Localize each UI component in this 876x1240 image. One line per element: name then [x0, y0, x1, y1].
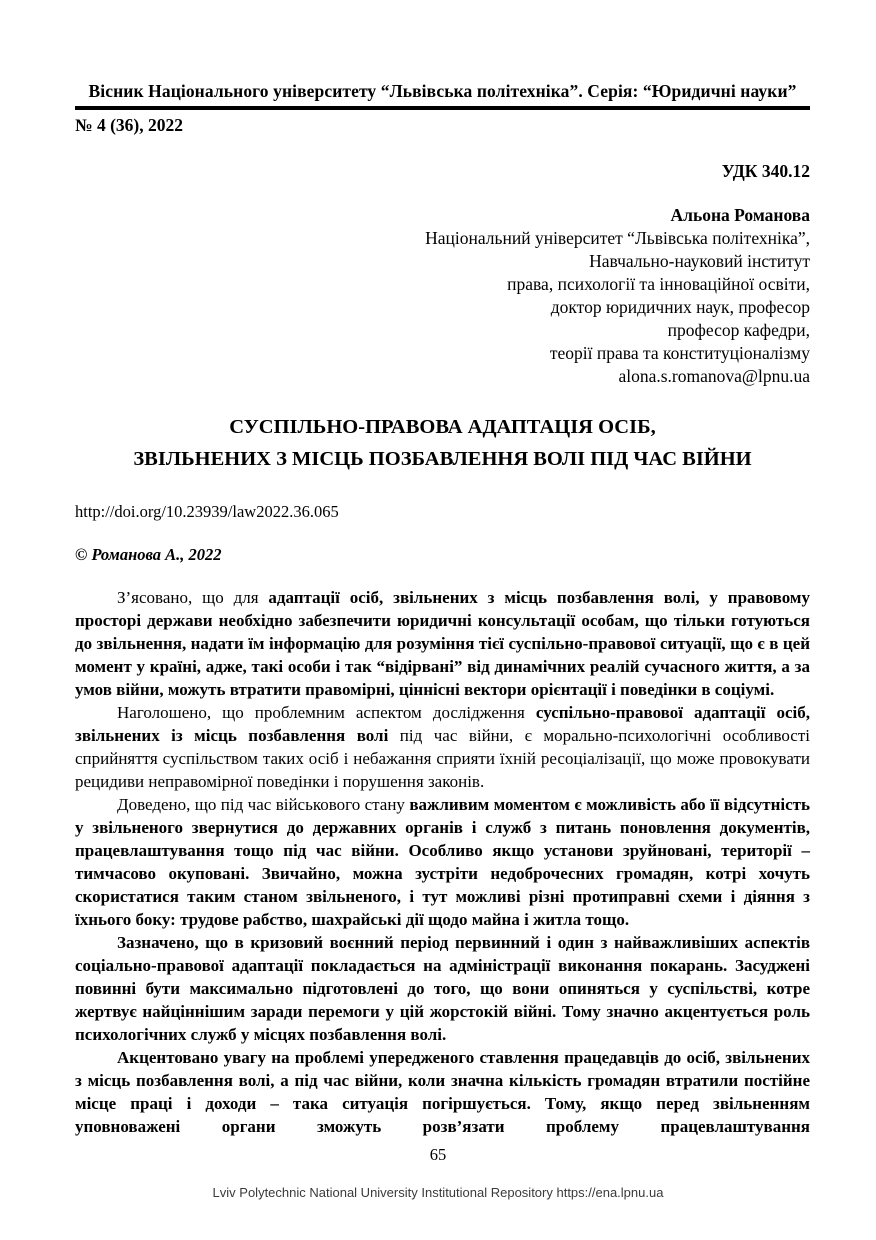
abstract-paragraph [75, 701, 810, 793]
abstract-p5-text: Акцентовано увагу на проблемі упередженого ставлення працедавців до осіб, звільнених з місць позбавлення волі, а під час війни, коли значна кількість громадян втратили постійне місце праці і доходи – така ситуація погіршується. Тому, якщо перед звільненням уповноважені органи зможуть розв’язати проблему працевлаштування [75, 1048, 810, 1136]
udc-code: УДК 340.12 [721, 161, 810, 181]
abstract-p2-rest: під час війни, є морально-психологічні особливості сприйняття суспільством таких осіб і небажання сприяти їхній ресоціалізації, що може провокувати рецидиви неправомірної поведінки і порушення законів. [75, 726, 810, 791]
article-title-line2: ЗВІЛЬНЕНИХ З МІСЦЬ ПОЗБАВЛЕННЯ ВОЛІ ПІД ЧАС ВІЙНИ [133, 448, 752, 470]
abstract-paragraph [75, 793, 810, 931]
header-rule [75, 106, 810, 110]
author-email[interactable]: alona.s.romanova@lpnu.ua [618, 366, 810, 386]
abstract-p3-lead: Доведено, що під час військового стану [117, 795, 410, 814]
abstract-paragraph [75, 931, 810, 1046]
article-title-line1: СУСПІЛЬНО-ПРАВОВА АДАПТАЦІЯ ОСІБ, [229, 416, 656, 438]
abstract-p1-lead: З’ясовано, що для [117, 588, 269, 607]
abstract-p4-text: Зазначено, що в кризовий воєнний період первинний і один з найважливіших аспектів соціально-правової адаптації покладається на адміністрації виконання покарань. Засуджені повинні бути максимально підготовлені до того, що вони опиняться у суспільстві, котре жертвує найціннішим заради перемоги у цій жорстокій війні. Тому значно акцентується роль психологічних служб у місцях позбавлення волі. [75, 933, 810, 1044]
page-number: 65 [429, 1145, 447, 1164]
affiliation-line: Навчально-науковий інститут [589, 251, 810, 271]
author-block [75, 204, 810, 388]
abstract-p2-keywords: суспільно-правової адаптації осіб, звільнених із місць позбавлення волі [75, 703, 811, 745]
journal-title: Вісник Національного університету “Львівська політехніка”. Серія: “Юридичні науки” [88, 81, 797, 101]
affiliation-line: права, психології та інноваційної освіти, [507, 274, 810, 294]
affiliation-line: теорії права та конституціоналізму [549, 343, 810, 363]
repository-footer: Lviv Polytechnic National University Institutional Repository https://ena.lpnu.ua [212, 1185, 664, 1200]
affiliation-line: Національний університет “Львівська політехніка”, [425, 228, 810, 248]
copyright-notice: © Романова А., 2022 [75, 545, 222, 564]
article-title [75, 411, 810, 475]
abstract-p3-keywords: важливим моментом є можливість або її відсутність у звільненого звернутися до державних органів і служб з питань поновлення документів, працевлаштування тощо під час війни. Особливо якщо установи зруйновані, території – тимчасово окуповані. Звичайно, можна зустріти недоброчесних громадян, котрі хочуть скористатися таким станом звільненого, і тут можливі різні протиправні схеми і діяння з їхнього боку: трудове рабство, шахрайські дії щодо майна і житла тощо. [75, 795, 810, 929]
doi-link[interactable]: http://doi.org/10.23939/law2022.36.065 [75, 502, 339, 521]
abstract-p2-lead: Наголошено, що проблемним аспектом дослідження [117, 703, 536, 722]
abstract-p1-keywords: адаптації осіб, звільнених з місць позбавлення волі, у правовому просторі держави необхідно забезпечити юридичні консультації особам, що тільки готуються до звільнення, надати їм інформацію для розуміння тієї суспільно-правової ситуації, що є в цей момент у країні, адже, такі особи і так “відірвані” від динамічних реалій сучасного життя, а за умов війни, можуть втратити правомірні, ціннісні вектори орієнтації і поведінки в соціумі. [75, 588, 810, 699]
abstract-paragraph [75, 586, 810, 701]
affiliation-line: професор кафедри, [667, 320, 810, 340]
affiliation-line: доктор юридичних наук, професор [550, 297, 810, 317]
issue-number: № 4 (36), 2022 [75, 115, 183, 135]
abstract [75, 586, 810, 1138]
author-name: Альона Романова [670, 205, 810, 225]
abstract-paragraph [75, 1046, 810, 1138]
